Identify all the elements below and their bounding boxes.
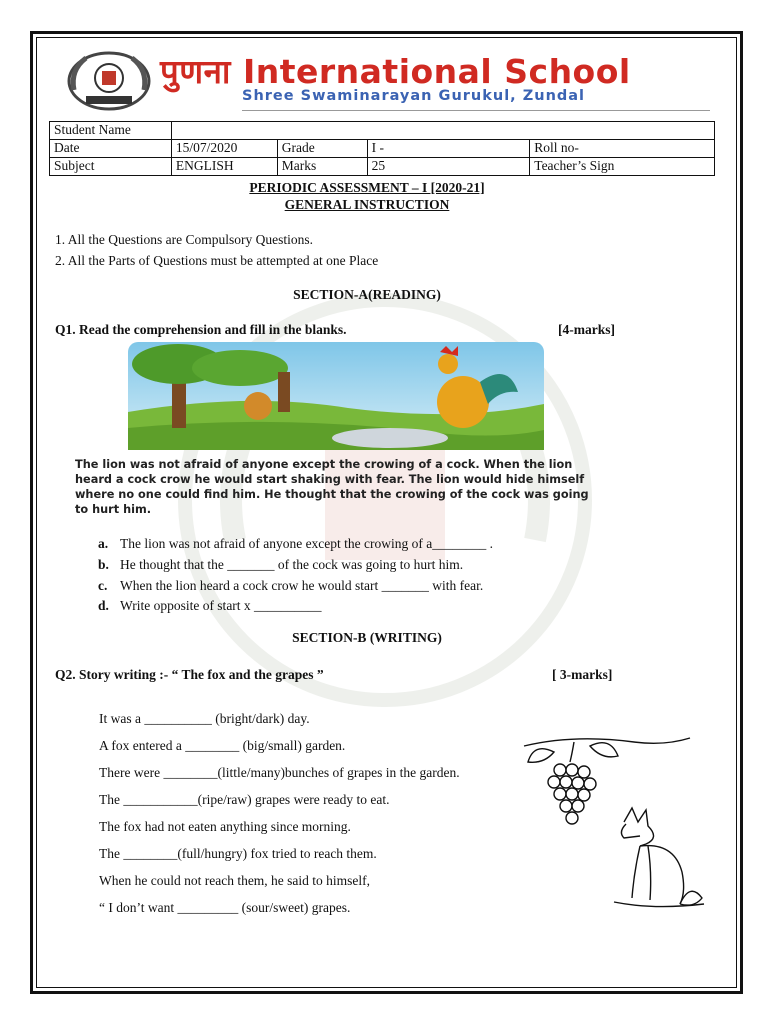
grade-value: I - — [367, 140, 530, 158]
general-instruction-heading: GENERAL INSTRUCTION — [284, 197, 450, 212]
school-name: पुणना International School — [160, 52, 631, 91]
teacher-sign-label: Teacher’s Sign — [530, 158, 715, 176]
q1-marks: [4-marks] — [558, 322, 615, 337]
instruction-1: 1. All the Questions are Compulsory Questions. — [55, 232, 313, 247]
instruction-2: 2. All the Parts of Questions must be attempted at one Place — [55, 253, 379, 268]
item-text: When the lion heard a cock crow he would start _______ with fear. — [120, 578, 484, 593]
story-line-6: The ________(full/hungry) fox tried to reach them. — [99, 846, 377, 861]
school-header — [60, 46, 720, 116]
header-divider — [242, 110, 710, 111]
story-line-4: The ___________(ripe/raw) grapes were ready to eat. — [99, 792, 390, 807]
q1-item-d — [98, 598, 322, 614]
item-label: a. — [98, 536, 109, 551]
story-line-7: When he could not reach them, he said to himself, — [99, 873, 371, 888]
grade-label: Grade — [277, 140, 367, 158]
story-line-8: “ I don’t want _________ (sour/sweet) grapes. — [99, 900, 351, 915]
item-text: The lion was not afraid of anyone except the crowing of a________ . — [120, 536, 494, 551]
q1-item-a — [98, 536, 493, 552]
fox-and-grapes-illustration — [514, 732, 710, 912]
school-subtitle: Shree Swaminarayan Gurukul, Zundal — [242, 88, 586, 104]
story-line-2: A fox entered a ________ (big/small) garden. — [99, 738, 346, 753]
date-value: 15/07/2020 — [171, 140, 277, 158]
student-name-label: Student Name — [50, 122, 172, 140]
item-text: He thought that the _______ of the cock was going to hurt him. — [120, 557, 464, 572]
story-line-3: There were ________(little/many)bunches of grapes in the garden. — [99, 765, 460, 780]
section-b-heading: SECTION-B (WRITING) — [292, 630, 442, 645]
item-text: Write opposite of start x __________ — [120, 598, 322, 613]
q1-item-c — [98, 578, 483, 594]
story-line-5: The fox had not eaten anything since morning. — [99, 819, 351, 834]
subject-label: Subject — [50, 158, 172, 176]
assessment-title: PERIODIC ASSESSMENT – I [2020-21] — [249, 180, 485, 195]
student-name-field[interactable] — [171, 122, 714, 140]
table-row — [50, 140, 715, 158]
student-info-table — [49, 121, 715, 176]
item-label: b. — [98, 557, 109, 572]
q1-text: Q1. Read the comprehension and fill in the blanks. — [55, 322, 347, 337]
marks-label: Marks — [277, 158, 367, 176]
section-a-heading: SECTION-A(READING) — [293, 287, 441, 302]
roll-no-label: Roll no- — [530, 140, 715, 158]
item-label: c. — [98, 578, 108, 593]
marks-value: 25 — [367, 158, 530, 176]
date-label: Date — [50, 140, 172, 158]
q2-marks: [ 3-marks] — [552, 667, 613, 682]
lion-rooster-illustration — [128, 342, 544, 450]
story-line-1: It was a __________ (bright/dark) day. — [99, 711, 310, 726]
reading-passage: The lion was not afraid of anyone except the crowing of a cock. When the lion heard a cock crow he would start shaking with fear. The lion would hide himself where no one could find him. He thought that the crowing of the cock was going to hurt him. — [75, 458, 589, 516]
subject-value: ENGLISH — [171, 158, 277, 176]
table-row — [50, 122, 715, 140]
item-label: d. — [98, 598, 109, 613]
school-crest-logo — [64, 50, 154, 112]
q2-text: Q2. Story writing :- “ The fox and the grapes ” — [55, 667, 324, 682]
q1-item-b — [98, 557, 463, 573]
table-row — [50, 158, 715, 176]
